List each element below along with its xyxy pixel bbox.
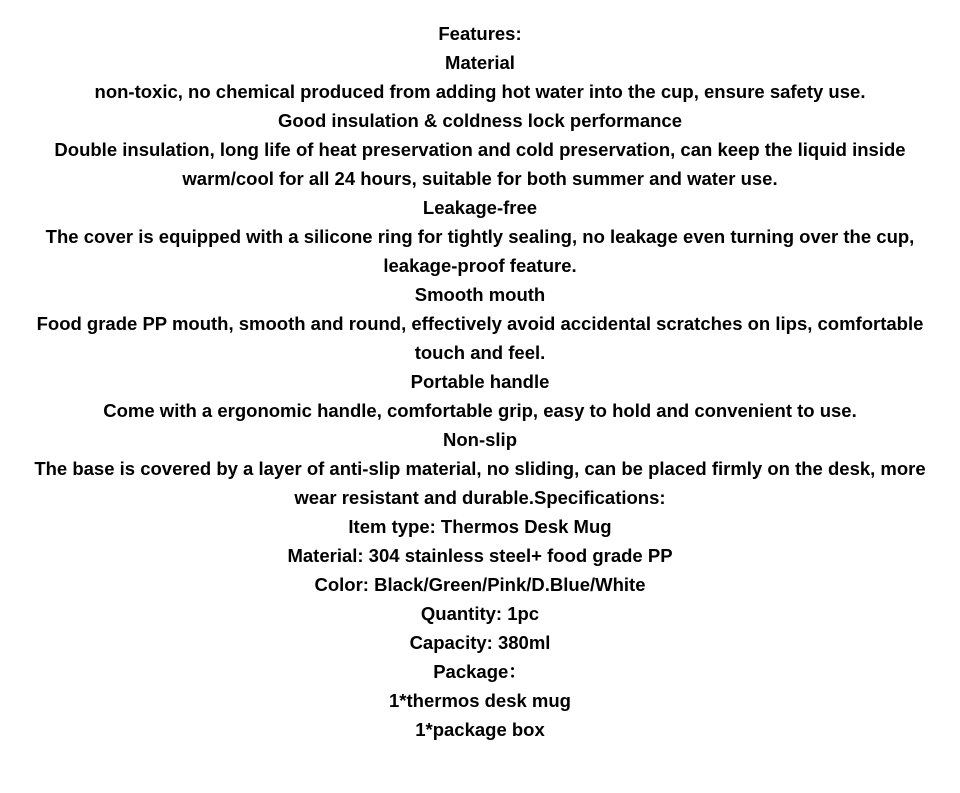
spec-quantity: Quantity: 1pc: [420, 603, 540, 624]
insulation-text: Double insulation, long life of heat preservation and cold preservation, can keep the liquid inside warm/cool for all 24 hours, suitable for both summer and water use.: [54, 139, 906, 189]
spec-item-type: Item type: Thermos Desk Mug: [348, 516, 612, 537]
features-heading: Features:: [438, 23, 522, 44]
spec-color: Color: Black/Green/Pink/D.Blue/White: [314, 574, 646, 595]
non-slip-text: The base is covered by a layer of anti-slip material, no sliding, can be placed firmly on the desk, more wear resistant and durable.Specifications:: [34, 458, 926, 508]
spec-material: Material: 304 stainless steel+ food grade PP: [287, 545, 673, 566]
non-slip-heading: Non-slip: [443, 429, 517, 450]
package-heading: Package：: [433, 661, 527, 682]
leakage-text: The cover is equipped with a silicone ring for tightly sealing, no leakage even turning over the cup, leakage-proof feature.: [45, 226, 915, 276]
material-heading: Material: [445, 52, 515, 73]
handle-heading: Portable handle: [410, 371, 550, 392]
smooth-mouth-heading: Smooth mouth: [414, 284, 546, 305]
leakage-heading: Leakage-free: [422, 197, 538, 218]
spec-capacity: Capacity: 380ml: [409, 632, 551, 653]
package-item-mug: 1*thermos desk mug: [389, 690, 571, 711]
material-text: non-toxic, no chemical produced from adding hot water into the cup, ensure safety use.: [94, 81, 866, 102]
smooth-mouth-text: Food grade PP mouth, smooth and round, effectively avoid accidental scratches on lips, comfortable touch and feel.: [36, 313, 924, 363]
package-item-box: 1*package box: [415, 719, 545, 740]
insulation-heading: Good insulation & coldness lock performance: [278, 110, 682, 131]
handle-text: Come with a ergonomic handle, comfortable grip, easy to hold and convenient to use.: [103, 400, 857, 421]
